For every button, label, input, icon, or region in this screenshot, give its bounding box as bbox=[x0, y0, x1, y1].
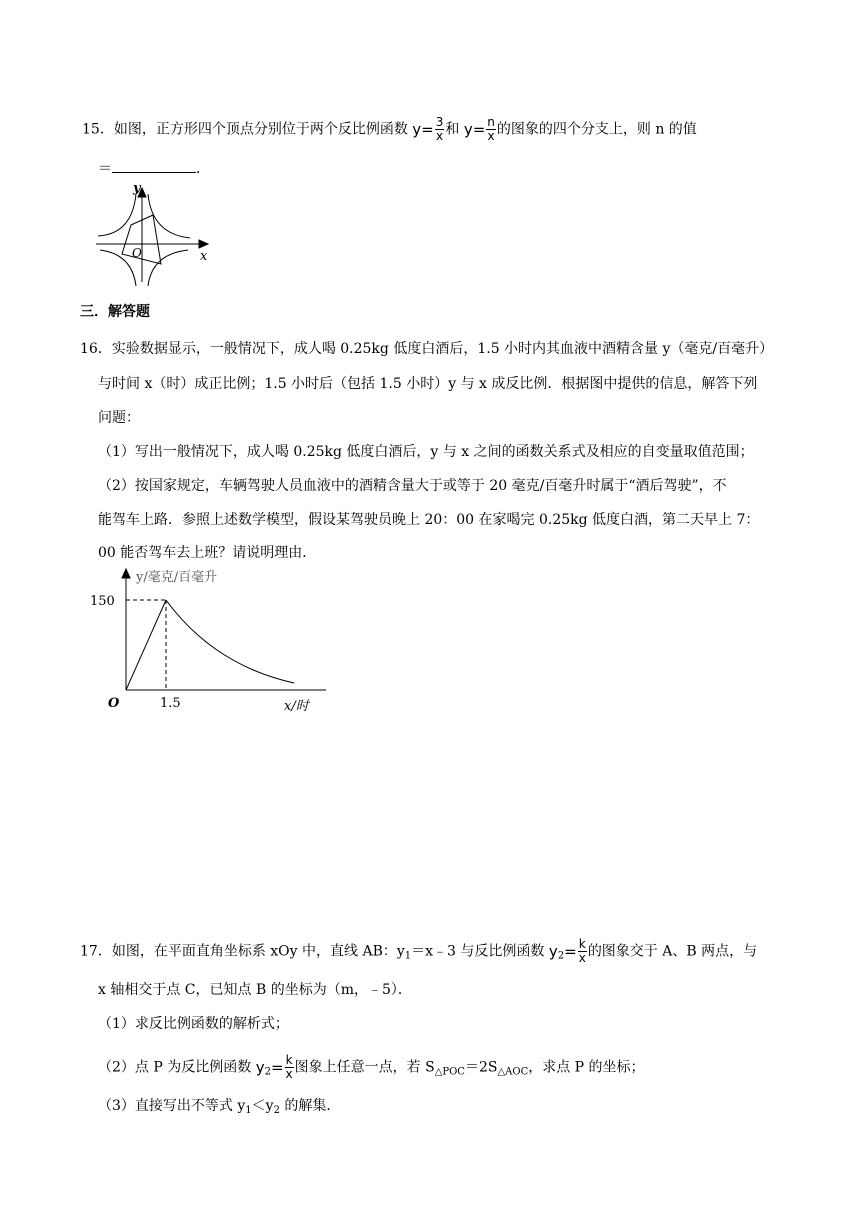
q15-line2 bbox=[98, 159, 210, 179]
q16-part2-line1: （2）按国家规定，车辆驾驶人员血液中的酒精含量大于或等于 20 毫克/百毫升时属于“酒后驾驶”，不 bbox=[98, 478, 727, 494]
q15-func2-denominator: x bbox=[487, 129, 495, 143]
q17-part2-func-denominator: x bbox=[285, 1067, 293, 1081]
q16-chart bbox=[90, 565, 330, 717]
q17-part2-func-lhs: y bbox=[255, 1058, 265, 1077]
q17-part3-sub2: 2 bbox=[273, 1105, 280, 1116]
q16-peak-value-label: 150 bbox=[90, 594, 115, 609]
q17-part1: （1）求反比例函数的解析式； bbox=[98, 1016, 289, 1032]
q15-origin-label: O bbox=[132, 246, 142, 260]
q17-part2-d: ，求点 P 的坐标； bbox=[528, 1059, 645, 1076]
q17-part2 bbox=[98, 1053, 645, 1081]
q17-text-a-sub: 1 bbox=[404, 950, 412, 962]
q17-part3 bbox=[98, 1096, 340, 1116]
q16-origin-label: O bbox=[108, 696, 120, 711]
q15-func1-lhs: y= bbox=[412, 120, 434, 139]
q15-text-c: 的图象的四个分支上，则 n 的值 bbox=[496, 121, 697, 138]
q15-func2-fraction bbox=[486, 116, 496, 143]
q15-line1 bbox=[82, 115, 697, 143]
q15-text-a: 如图，正方形四个顶点分别位于两个反比例函数 bbox=[113, 121, 413, 138]
q17-func-eq: = bbox=[564, 942, 577, 961]
q15-func2-lhs: y= bbox=[463, 120, 486, 139]
q15-branch-q3 bbox=[100, 250, 136, 286]
q17-part2-c: ＝2S bbox=[464, 1059, 498, 1076]
q16-y-arrow-icon bbox=[122, 569, 130, 578]
q16-part1: （1）写出一般情况下，成人喝 0.25kg 低度白酒后，y 与 x 之间的函数关系式及相应的自变量取值范围； bbox=[98, 444, 754, 460]
q17-part3-c: 的解集． bbox=[279, 1098, 341, 1114]
q17-text-b: 的图象交于 A、B 两点，与 bbox=[587, 943, 758, 960]
q17-func-fraction bbox=[578, 938, 587, 965]
q16-rising-segment bbox=[126, 600, 166, 690]
q16-line3: 问题： bbox=[98, 410, 140, 426]
q17-part2-a: （2）点 P 为反比例函数 bbox=[98, 1059, 256, 1076]
q15-y-label: y bbox=[133, 181, 141, 196]
q15-branch-q1 bbox=[148, 194, 190, 238]
q16-y-axis-label: y/毫克/百毫升 bbox=[136, 570, 218, 585]
q15-line2-prefix: ＝ bbox=[98, 161, 112, 177]
q17-text-a2: ＝x﹣3 与反比例函数 bbox=[411, 943, 549, 960]
q15-func1-denominator: x bbox=[436, 129, 444, 143]
q17-func-denominator: x bbox=[578, 951, 586, 965]
q15-line2-suffix: ． bbox=[196, 161, 210, 177]
q15-number: 15． bbox=[82, 121, 114, 138]
q17-line2: x 轴相交于点 C，已知点 B 的坐标为（m，﹣5）． bbox=[98, 982, 412, 998]
q17-part2-func-eq: = bbox=[270, 1058, 284, 1077]
q17-func-lhs-sub: 2 bbox=[557, 950, 565, 962]
q17-number: 17． bbox=[80, 943, 112, 960]
q15-answer-blank bbox=[112, 160, 196, 173]
q15-x-label: x bbox=[200, 249, 208, 264]
q16-decay-curve bbox=[166, 600, 294, 683]
q17-part3-a: （3）直接写出不等式 y bbox=[98, 1098, 246, 1114]
q16-part2-line2: 能驾车上路．参照上述数学模型，假设某驾驶员晚上 20：00 在家喝完 0.25kg 低度白酒，第二天早上 7： bbox=[98, 512, 760, 528]
q15-figure bbox=[92, 178, 220, 290]
q17-part3-sub1: 1 bbox=[245, 1105, 252, 1116]
q15-x-arrow-icon bbox=[199, 240, 208, 248]
q16-part2-line3: 00 能否驾车去上班？请说明理由． bbox=[98, 545, 317, 561]
q15-func1-numerator: 3 bbox=[435, 115, 444, 129]
q17-part2-sub1: △POC bbox=[434, 1066, 465, 1078]
q17-line1 bbox=[80, 937, 758, 965]
q15-text-b: 和 bbox=[445, 121, 464, 138]
q15-func1-fraction bbox=[435, 116, 445, 143]
q17-part2-func-lhs-sub: 2 bbox=[264, 1066, 271, 1078]
q16-x-axis-label: x/时 bbox=[284, 699, 309, 714]
q16-line1: 16．实验数据显示，一般情况下，成人喝 0.25kg 低度白酒后，1.5 小时内其血液中酒精含量 y（毫克/百毫升） bbox=[80, 341, 774, 357]
q17-part2-b: 图象上任意一点，若 S bbox=[294, 1059, 435, 1076]
q17-part2-sub2: △AOC bbox=[497, 1066, 529, 1078]
q16-peak-x-label: 1.5 bbox=[160, 696, 181, 711]
section-heading: 三．解答题 bbox=[80, 304, 150, 320]
q15-branch-q2 bbox=[98, 194, 136, 236]
q17-part2-func-fraction bbox=[285, 1054, 294, 1081]
q17-part2-func-numerator: k bbox=[285, 1053, 293, 1067]
q17-text-a: 如图，在平面直角坐标系 xOy 中，直线 AB：y bbox=[111, 943, 405, 960]
q15-func2-numerator: n bbox=[487, 115, 495, 129]
q16-line2: 与时间 x（时）成正比例；1.5 小时后（包括 1.5 小时）y 与 x 成反比例．根据图中提供的信息，解答下列 bbox=[98, 376, 758, 392]
q17-func-lhs: y bbox=[548, 942, 558, 961]
q17-func-numerator: k bbox=[578, 937, 586, 951]
q15-branch-q4 bbox=[148, 250, 188, 286]
q17-part3-b: ＜y bbox=[251, 1098, 274, 1114]
